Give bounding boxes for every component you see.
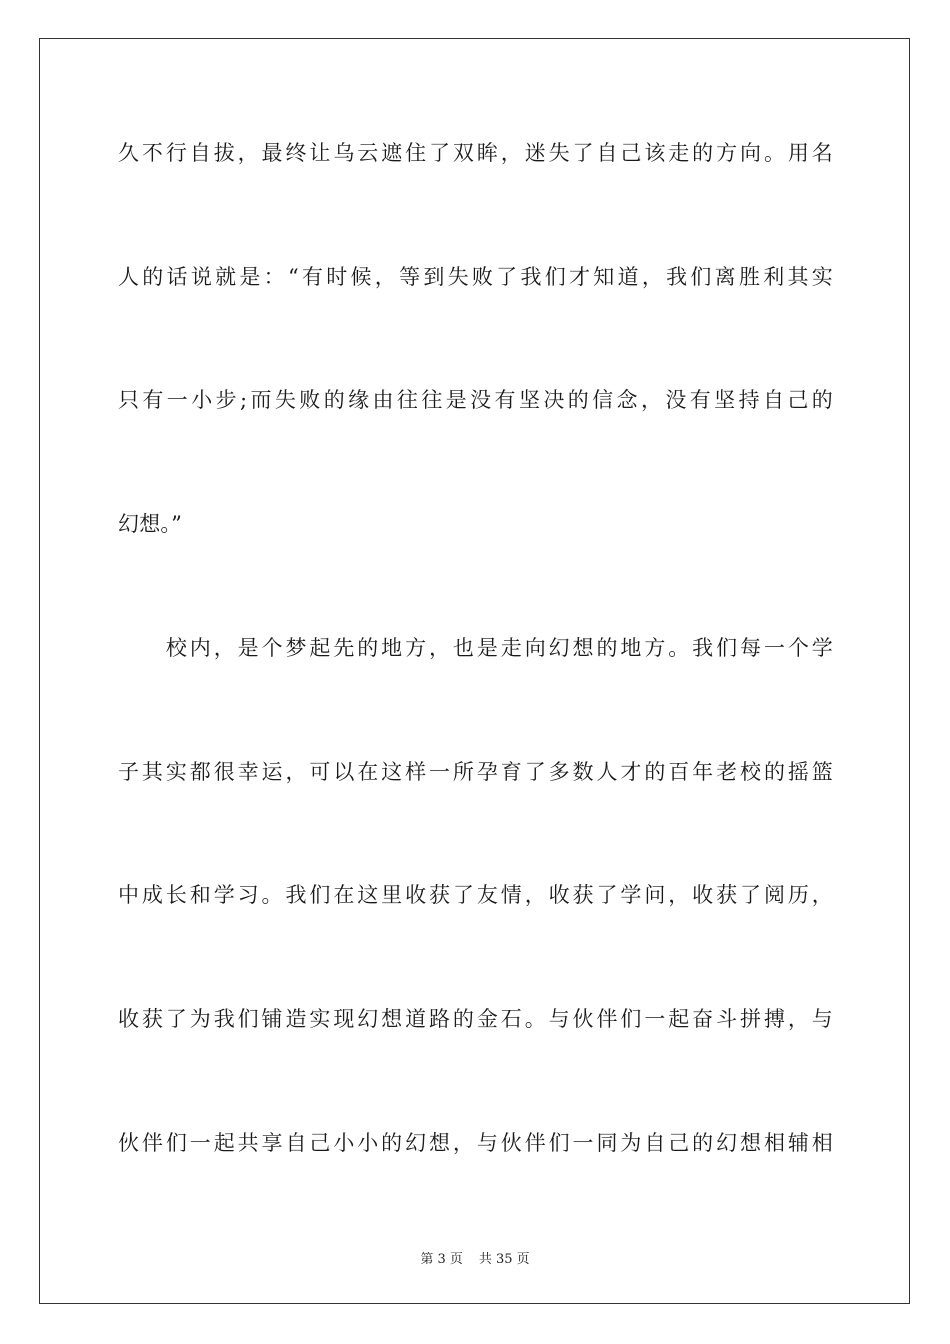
text-line: 幻想。” (118, 512, 183, 536)
page-footer (0, 1248, 950, 1267)
text-line: 人的话说就是：“有时候，等到失败了我们才知道，我们离胜利其实 (118, 265, 833, 289)
text-line: 子其实都很幸运，可以在这样一所孕育了多数人才的百年老校的摇篮 (118, 760, 833, 784)
page-total: 共 35 页 (478, 1252, 530, 1267)
text-line: 只有一小步;而失败的缘由往往是没有坚决的信念，没有坚持自己的 (118, 388, 833, 412)
text-line: 久不行自拔，最终让乌云遮住了双眸，迷失了自己该走的方向。用名 (118, 141, 833, 165)
text-line: 校内，是个梦起先的地方，也是走向幻想的地方。我们每一个学 (118, 636, 833, 660)
text-line: 伙伴们一起共享自己小小的幻想，与伙伴们一同为自己的幻想相辅相 (118, 1131, 833, 1155)
text-line: 中成长和学习。我们在这里收获了友情，收获了学问，收获了阅历， (118, 883, 833, 907)
page-border (39, 38, 910, 1304)
text-line: 收获了为我们铺造实现幻想道路的金石。与伙伴们一起奋斗拼搏，与 (118, 1007, 833, 1031)
page-number: 第 3 页 (420, 1252, 463, 1267)
